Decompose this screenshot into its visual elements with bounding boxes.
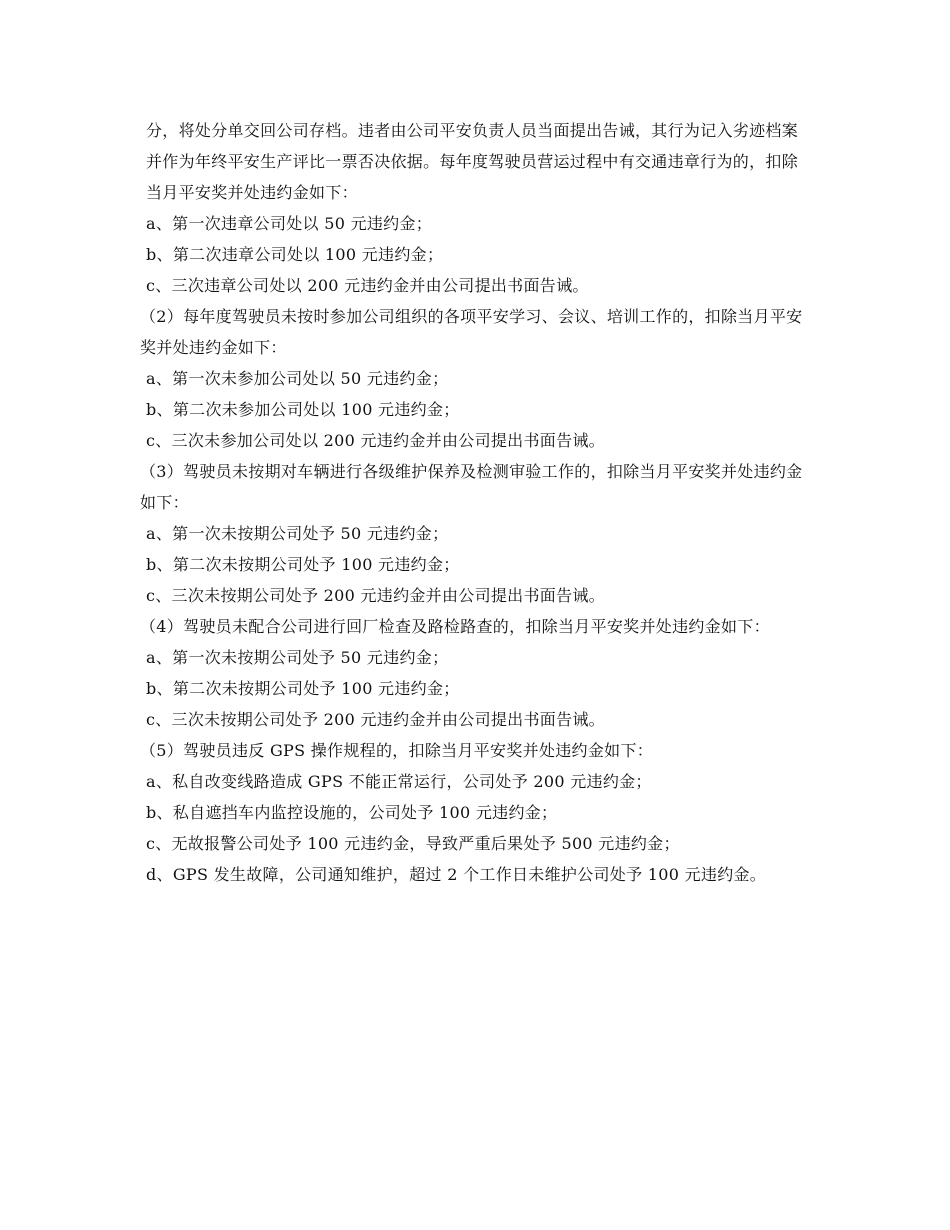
list-item: c、三次未按期公司处予 200 元违约金并由公司提出书面告诫。 xyxy=(146,710,605,729)
list-item: b、私自遮挡车内监控设施的，公司处予 100 元违约金； xyxy=(146,803,558,822)
document-body xyxy=(140,115,806,890)
list-item: a、第一次未按期公司处予 50 元违约金； xyxy=(146,524,449,543)
list-item: c、三次未按期公司处予 200 元违约金并由公司提出书面告诫。 xyxy=(146,586,605,605)
list-item: a、第一次未按期公司处予 50 元违约金； xyxy=(146,648,449,667)
list-item: c、三次未参加公司处以 200 元违约金并由公司提出书面告诫。 xyxy=(146,431,605,450)
list-item: b、第二次违章公司处以 100 元违约金； xyxy=(146,245,444,264)
list-item: a、第一次违章公司处以 50 元违约金； xyxy=(146,214,433,233)
section-heading: （2）每年度驾驶员未按时参加公司组织的各项平安学习、会议、培训工作的，扣除当月平安奖并处违约金如下： xyxy=(140,307,803,357)
list-item: b、第二次未按期公司处予 100 元违约金； xyxy=(146,679,460,698)
paragraph: 分，将处分单交回公司存档。违者由公司平安负责人员当面提出告诫，其行为记入劣迹档案并作为年终平安生产评比一票否决依据。每年度驾驶员营运过程中有交通违章行为的，扣除当月平安奖并处违约金如下： xyxy=(146,121,799,202)
list-item: b、第二次未参加公司处以 100 元违约金； xyxy=(146,400,460,419)
list-item: c、三次违章公司处以 200 元违约金并由公司提出书面告诫。 xyxy=(146,276,589,295)
section-heading: （3）驾驶员未按期对车辆进行各级维护保养及检测审验工作的，扣除当月平安奖并处违约金如下： xyxy=(140,462,803,512)
section-heading: （4）驾驶员未配合公司进行回厂检查及路检路查的，扣除当月平安奖并处违约金如下： xyxy=(140,617,770,636)
list-item: d、GPS 发生故障，公司通知维护，超过 2 个工作日未维护公司处予 100 元违约金。 xyxy=(146,865,767,884)
section-heading: （5）驾驶员违反 GPS 操作规程的，扣除当月平安奖并处违约金如下： xyxy=(140,741,654,760)
list-item: a、第一次未参加公司处以 50 元违约金； xyxy=(146,369,449,388)
list-item: c、无故报警公司处予 100 元违约金，导致严重后果处予 500 元违约金； xyxy=(146,834,680,853)
list-item: a、私自改变线路造成 GPS 不能正常运行，公司处予 200 元违约金； xyxy=(146,772,652,791)
list-item: b、第二次未按期公司处予 100 元违约金； xyxy=(146,555,460,574)
